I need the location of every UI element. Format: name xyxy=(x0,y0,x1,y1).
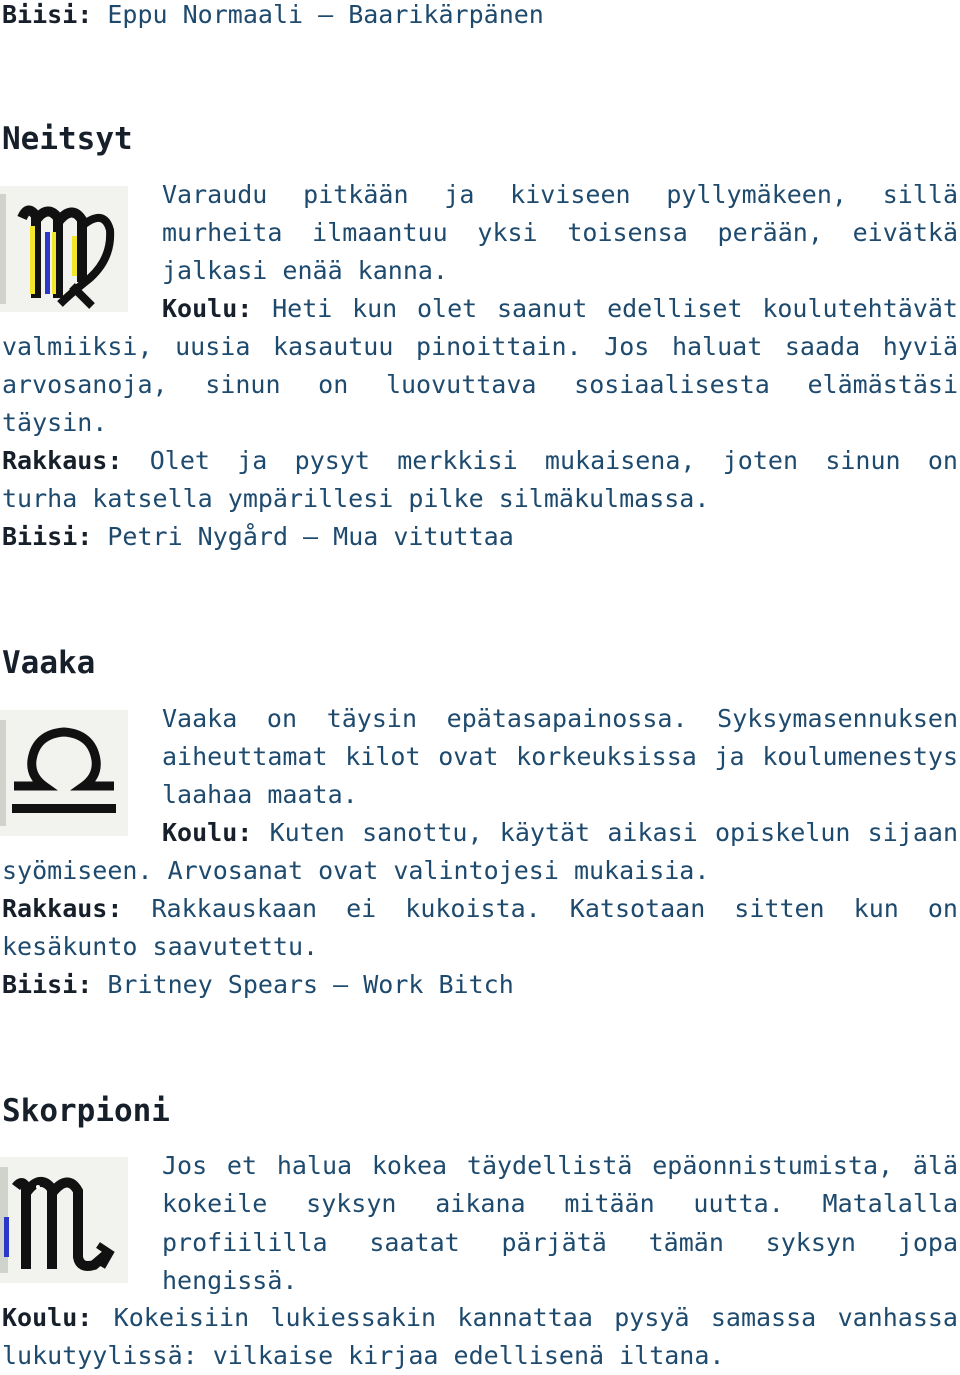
intro-line: profiililla saatat pärjätä tämän syksyn jopa xyxy=(162,1228,958,1257)
school-line: täysin. xyxy=(2,408,108,437)
intro-line: Jos et halua kokea täydellistä epäonnistumista, älä xyxy=(162,1151,958,1180)
school-text: Kokeisiin lukiessakin kannattaa pysyä samassa vanhassa xyxy=(113,1303,958,1332)
school-label: Koulu: xyxy=(162,818,253,847)
intro-line: murheita ilmaantuu yksi toisensa perään, eivätkä xyxy=(162,218,958,247)
school-line: lukutyylissä: vilkaise kirjaa edellisenä iltana. xyxy=(2,1341,725,1370)
school-label: Koulu: xyxy=(162,294,253,323)
love-text: Olet ja pysyt merkkisi mukaisena, joten sinun on xyxy=(149,446,958,475)
song-title: Eppu Normaali – Baarikärpänen xyxy=(107,0,544,29)
love-line: turha katsella ympärillesi pilke silmäkulmassa. xyxy=(2,484,710,513)
intro-line: jalkasi enää kanna. xyxy=(162,256,448,285)
virgo-icon xyxy=(0,186,128,312)
intro-line: hengissä. xyxy=(162,1266,298,1295)
intro-line: Vaaka on täysin epätasapainossa. Syksymasennuksen xyxy=(162,704,958,733)
song-label: Biisi: xyxy=(2,0,93,29)
song-line xyxy=(2,966,514,1004)
school-line xyxy=(2,1299,958,1337)
intro-line: Varaudu pitkään ja kiviseen pyllymäkeen, sillä xyxy=(162,180,958,209)
school-line: syömiseen. Arvosanat ovat valintojesi mukaisia. xyxy=(2,856,710,885)
school-text: Heti kun olet saanut edelliset koulutehtävät xyxy=(272,294,958,323)
school-line xyxy=(162,814,958,852)
section-title-vaaka: Vaaka xyxy=(2,645,96,681)
song-label: Biisi: xyxy=(2,970,93,999)
love-label: Rakkaus: xyxy=(2,446,123,475)
love-label: Rakkaus: xyxy=(2,894,123,923)
intro-line: laahaa maata. xyxy=(162,780,358,809)
section-title-neitsyt: Neitsyt xyxy=(2,121,133,157)
school-text: Kuten sanottu, käytät aikasi opiskelun sijaan xyxy=(269,818,958,847)
scorpio-icon xyxy=(0,1157,128,1283)
love-line xyxy=(2,890,958,928)
song-line-top xyxy=(2,0,544,34)
intro-line: kokeile syksyn aikana mitään uutta. Matalalla xyxy=(162,1189,958,1218)
song-title: Britney Spears – Work Bitch xyxy=(107,970,514,999)
song-label: Biisi: xyxy=(2,522,93,551)
school-line: arvosanoja, sinun on luovuttava sosiaalisesta elämästäsi xyxy=(2,370,958,399)
school-line: valmiiksi, uusia kasautuu pinoittain. Jos haluat saada hyviä xyxy=(2,332,958,361)
love-line: kesäkunto saavutettu. xyxy=(2,932,319,961)
intro-line: aiheuttamat kilot ovat korkeuksissa ja koulumenestys xyxy=(162,742,958,771)
libra-icon xyxy=(0,710,128,836)
love-line xyxy=(2,442,958,480)
school-line xyxy=(162,290,958,328)
song-title: Petri Nygård – Mua vituttaa xyxy=(107,522,514,551)
section-title-skorpioni: Skorpioni xyxy=(2,1093,170,1129)
song-line xyxy=(2,518,514,556)
school-label: Koulu: xyxy=(2,1303,93,1332)
love-text: Rakkauskaan ei kukoista. Katsotaan sitten kun on xyxy=(151,894,958,923)
